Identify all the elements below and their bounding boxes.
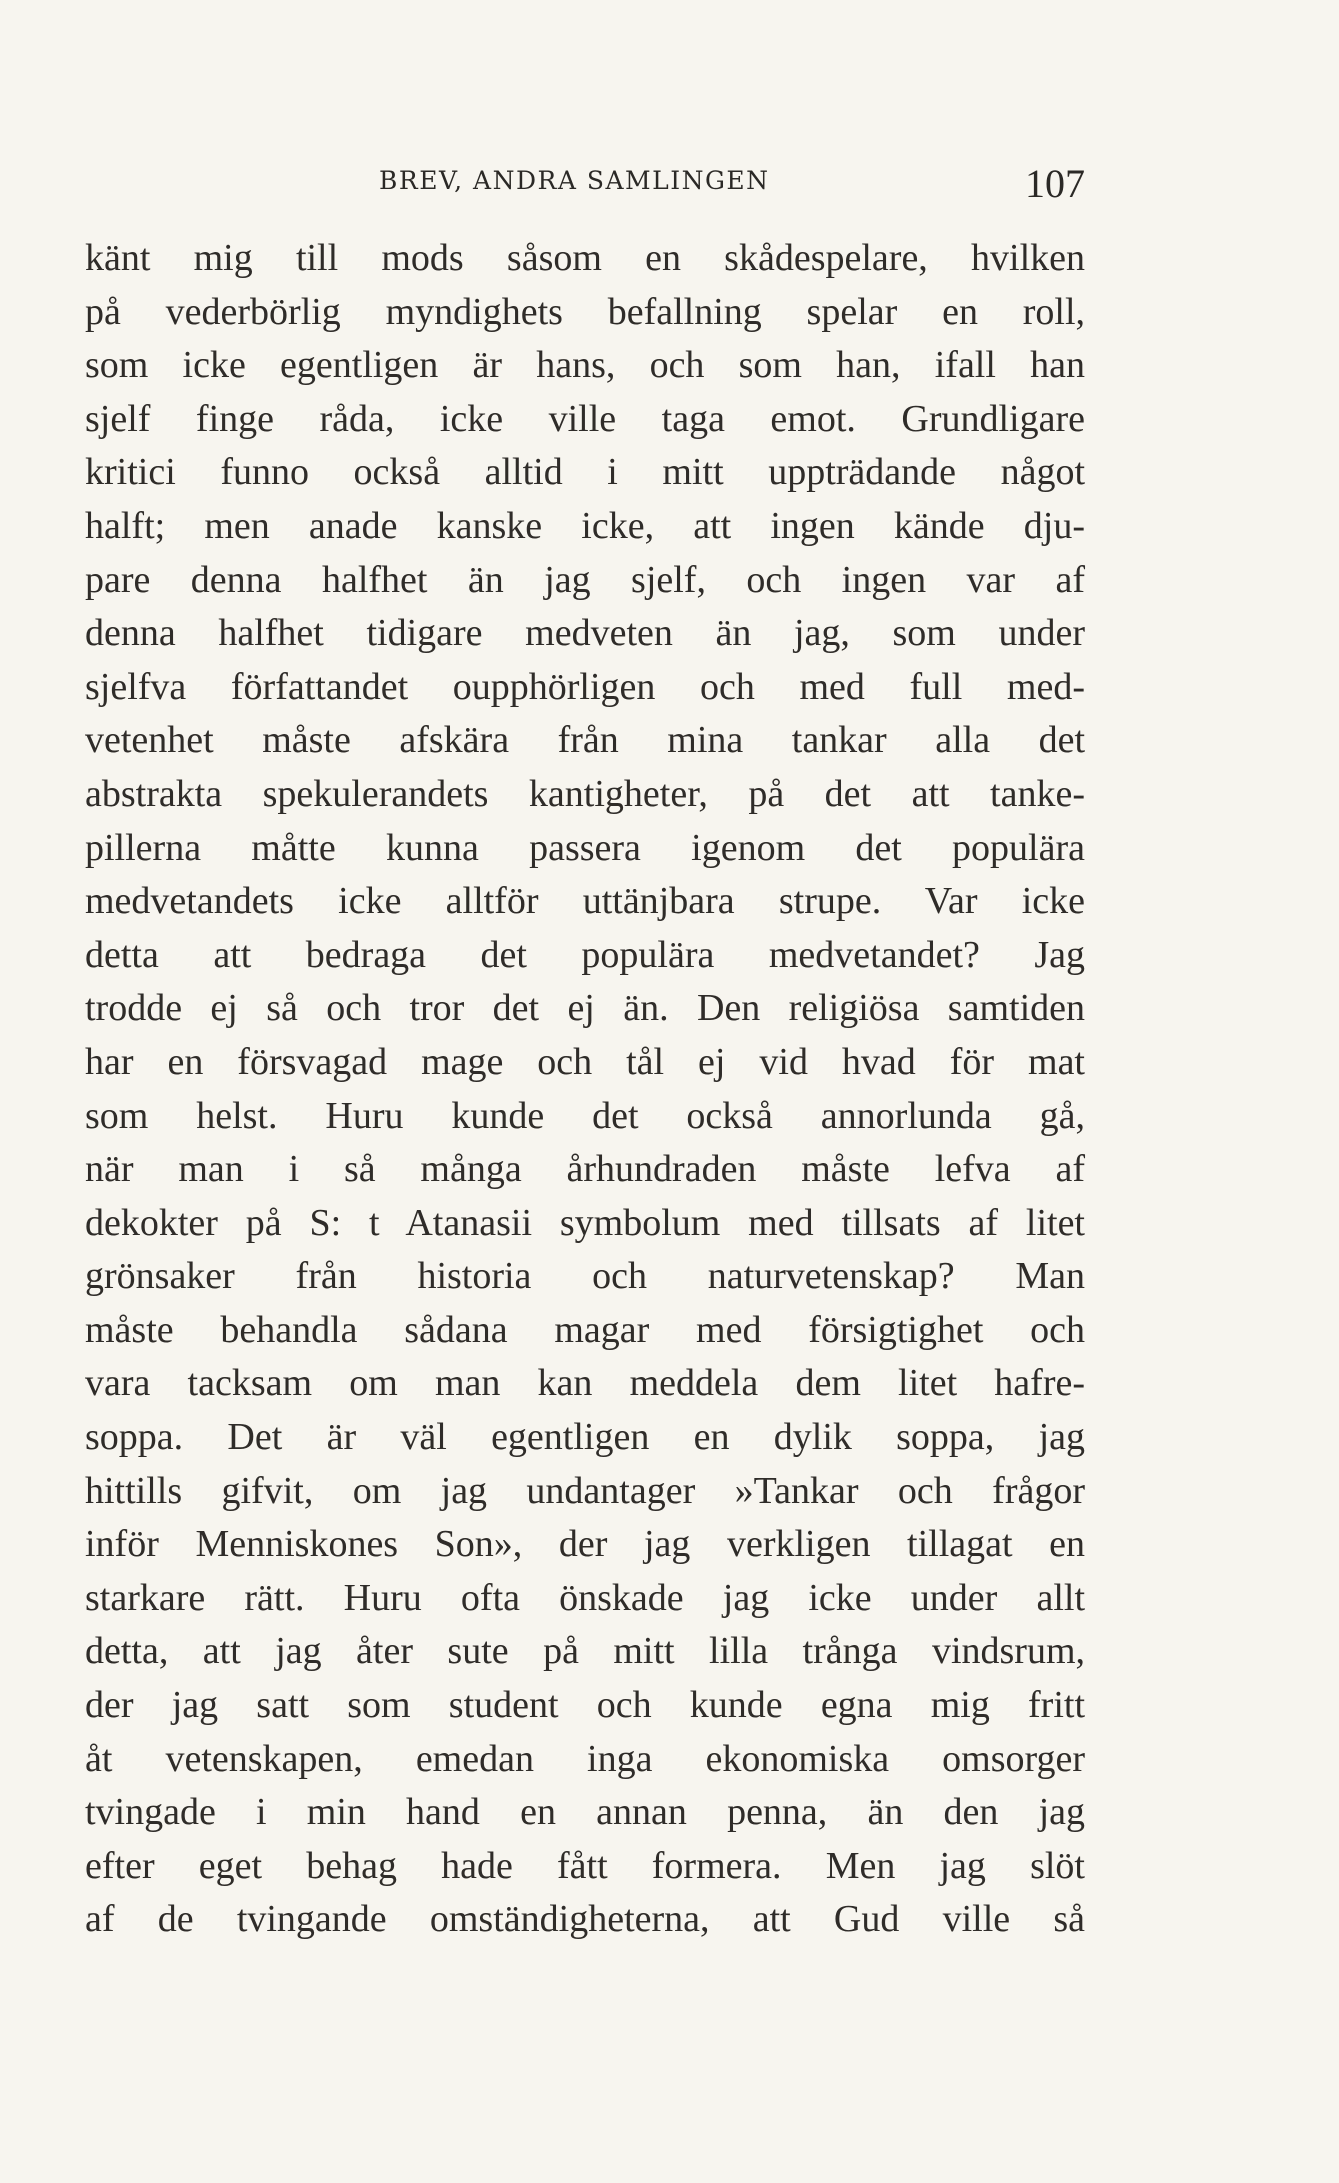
text-line: medvetandets icke alltför uttänjbara strupe. Var icke (85, 880, 1085, 923)
text-line: pare denna halfhet än jag sjelf, och ingen var af (85, 558, 1085, 601)
text-line: på vederbörlig myndighets befallning spelar en roll, (85, 290, 1085, 333)
text-line: som icke egentligen är hans, och som han, ifall han (85, 344, 1085, 387)
text-line: af de tvingande omständigheterna, att Gud ville så (85, 1898, 1085, 1941)
body-text (85, 232, 1085, 1947)
text-line: vetenhet måste afskära från mina tankar alla det (85, 719, 1085, 762)
text-line: trodde ej så och tror det ej än. Den religiösa samtiden (85, 987, 1085, 1030)
text-line: har en försvagad mage och tål ej vid hvad för mat (85, 1040, 1085, 1083)
text-line: sjelf finge råda, icke ville taga emot. Grundligare (85, 397, 1085, 440)
text-line: grönsaker från historia och naturvetenskap? Man (85, 1255, 1085, 1298)
text-line: der jag satt som student och kunde egna mig fritt (85, 1684, 1085, 1727)
text-line: efter eget behag hade fått formera. Men jag slöt (85, 1844, 1085, 1887)
text-line: kritici funno också alltid i mitt uppträdande något (85, 451, 1085, 494)
text-line: pillerna måtte kunna passera igenom det populära (85, 826, 1085, 869)
text-line: soppa. Det är väl egentligen en dylik soppa, jag (85, 1416, 1085, 1459)
text-line: dekokter på S: t Atanasii symbolum med tillsats af litet (85, 1201, 1085, 1244)
text-line: tvingade i min hand en annan penna, än den jag (85, 1791, 1085, 1834)
text-line: detta att bedraga det populära medvetandet? Jag (85, 933, 1085, 976)
text-line: sjelfva författandet oupphörligen och med full med- (85, 665, 1085, 708)
text-line: vara tacksam om man kan meddela dem litet hafre- (85, 1362, 1085, 1405)
text-line: som helst. Huru kunde det också annorlunda gå, (85, 1094, 1085, 1137)
text-line: måste behandla sådana magar med försigtighet och (85, 1308, 1085, 1351)
text-line: starkare rätt. Huru ofta önskade jag icke under allt (85, 1576, 1085, 1619)
text-line: hittills gifvit, om jag undantager »Tankar och frågor (85, 1469, 1085, 1512)
text-line: denna halfhet tidigare medveten än jag, som under (85, 612, 1085, 655)
text-line: abstrakta spekulerandets kantigheter, på det att tanke- (85, 772, 1085, 815)
page-header (85, 160, 1085, 210)
running-head: BREV, ANDRA SAMLINGEN (379, 166, 770, 195)
text-line: känt mig till mods såsom en skådespelare, hvilken (85, 237, 1085, 279)
text-line: detta, att jag åter sute på mitt lilla trånga vindsrum, (85, 1630, 1085, 1673)
page-number: 107 (1025, 161, 1085, 206)
text-line: när man i så många århundraden måste lefva af (85, 1148, 1085, 1191)
text-line: halft; men anade kanske icke, att ingen kände dju- (85, 504, 1085, 547)
text-line: åt vetenskapen, emedan inga ekonomiska omsorger (85, 1737, 1085, 1780)
text-line: inför Menniskones Son», der jag verkligen tillagat en (85, 1523, 1085, 1566)
